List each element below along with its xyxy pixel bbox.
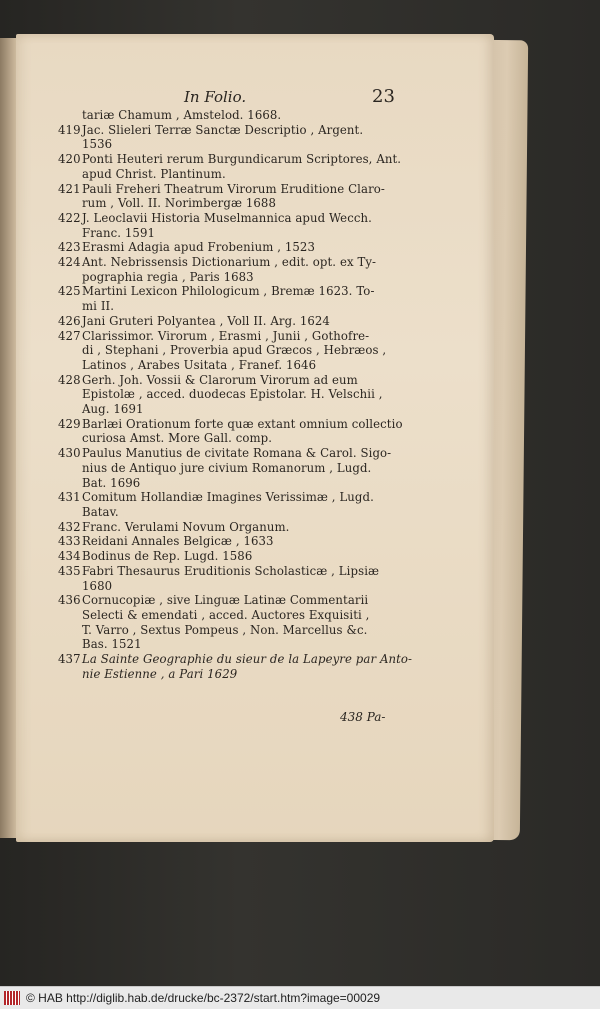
entry-line: 1536 [82, 137, 113, 152]
entry-line: J. Leoclavii Historia Muselmannica apud Wecch. [82, 210, 372, 225]
catalogue-entry [58, 152, 404, 181]
entry-line: di , Stephani , Proverbia apud Græcos , Hebræos , [82, 343, 387, 358]
entry-line: nius de Antiquo jure civium Romanorum , Lugd. [82, 460, 372, 475]
entry-number: 422 [58, 210, 81, 225]
entry-text [82, 152, 404, 181]
entry-text [82, 593, 404, 652]
entry-line: Fabri Thesaurus Eruditionis Scholasticæ , Lipsiæ [82, 563, 380, 578]
entry-text [82, 652, 412, 681]
entry-line: Barlæi Orationum forte quæ extant omnium collectio [82, 416, 403, 431]
entry-line: Latinos , Arabes Usitata , Franef. 1646 [82, 357, 317, 372]
catchword: 438 Pa- [340, 710, 386, 724]
catalogue-entry [58, 373, 404, 417]
entry-text [82, 108, 404, 123]
entry-text [82, 284, 404, 313]
entry-line: Reidani Annales Belgicæ , 1633 [82, 534, 274, 549]
entry-line: Gerh. Joh. Vossii & Clarorum Virorum ad eum [82, 372, 358, 387]
entry-number: 420 [58, 152, 81, 167]
entry-text [82, 446, 404, 490]
entry-text [82, 123, 404, 152]
catalogue-entry [58, 549, 404, 564]
entry-line: Cornucopiæ , sive Linguæ Latinæ Commentarii [82, 593, 369, 608]
entry-text [82, 373, 404, 417]
entry-line: Batav. [82, 504, 119, 519]
entry-text [82, 329, 404, 373]
entry-line: Franc. 1591 [82, 225, 156, 240]
catalogue-entry [58, 211, 404, 240]
entry-number: 429 [58, 416, 81, 431]
catalogue-entry [58, 520, 404, 535]
entry-line: apud Christ. Plantinum. [82, 166, 226, 181]
catalogue-entry [58, 329, 404, 373]
catalogue-entry [58, 284, 404, 313]
entry-text [82, 564, 404, 593]
catalogue-entry [58, 652, 413, 681]
catalogue-entry [58, 314, 404, 329]
entry-line: Selecti & emendati , acced. Auctores Exquisiti , [82, 607, 370, 622]
entry-text [82, 255, 404, 284]
entry-text [82, 240, 404, 255]
page-number: 23 [372, 86, 395, 107]
entry-number: 427 [58, 328, 81, 343]
entry-text [82, 549, 404, 564]
entry-line: Clarissimor. Virorum , Erasmi , Junii , Gothofre- [82, 328, 370, 343]
entry-number: 419 [58, 122, 81, 137]
entry-number: 432 [58, 519, 81, 534]
book-page [16, 34, 494, 842]
entry-line: Erasmi Adagia apud Frobenium , 1523 [82, 240, 315, 255]
running-head: In Folio. [184, 88, 247, 106]
entry-number [58, 108, 82, 123]
entry-line: curiosa Amst. More Gall. comp. [82, 431, 273, 446]
entry-number: 431 [58, 490, 81, 505]
entry-line: Ponti Heuteri rerum Burgundicarum Scriptores, Ant. [82, 152, 402, 167]
entry-text [82, 314, 404, 329]
entry-number: 435 [58, 563, 81, 578]
entry-line: Epistolæ , acced. duodecas Epistolar. H. Velschii , [82, 387, 383, 402]
catalogue-entry [58, 593, 404, 652]
entry-number: 437 [58, 652, 81, 667]
entry-line: T. Varro , Sextus Pompeus , Non. Marcellus &c. [82, 622, 368, 637]
page-text [16, 34, 494, 842]
entry-line: Jani Gruteri Polyantea , Voll II. Arg. 1624 [82, 313, 330, 328]
entry-number: 424 [58, 255, 81, 270]
footer-credit[interactable]: © HAB http://diglib.hab.de/drucke/bc-2372/start.htm?image=00029 [26, 991, 381, 1005]
entry-line: Jac. Slieleri Terræ Sanctæ Descriptio , Argent. [82, 122, 364, 137]
entry-number: 434 [58, 549, 81, 564]
entry-line: Bas. 1521 [82, 637, 142, 652]
catalogue-entry [58, 182, 404, 211]
entry-line: nie Estienne , a Pari 1629 [82, 666, 238, 681]
catalogue-entry [58, 417, 404, 446]
catalogue-entry [58, 240, 404, 255]
entry-number: 421 [58, 181, 81, 196]
entry-text [82, 520, 404, 535]
entry-number: 426 [58, 313, 81, 328]
entry-line: Bat. 1696 [82, 475, 141, 490]
entry-line: La Sainte Geographie du sieur de la Lapeyre par Anto- [82, 652, 413, 667]
entry-text [82, 490, 404, 519]
catalogue-entry [58, 123, 404, 152]
entry-text [82, 211, 404, 240]
catalogue-entries [58, 108, 413, 681]
entry-line: Comitum Hollandiæ Imagines Verissimæ , Lugd. [82, 490, 374, 505]
hab-logo-icon [4, 991, 20, 1005]
entry-number: 430 [58, 446, 81, 461]
footer-bar [0, 986, 600, 1009]
entry-number: 428 [58, 372, 81, 387]
entry-line: Martini Lexicon Philologicum , Bremæ 1623. To- [82, 284, 375, 299]
entry-number: 423 [58, 240, 81, 255]
catalogue-entry [58, 446, 404, 490]
entry-number: 433 [58, 534, 81, 549]
entry-number: 425 [58, 284, 81, 299]
catalogue-entry [58, 490, 404, 519]
catalogue-entry [58, 255, 404, 284]
entry-line: Aug. 1691 [82, 402, 144, 417]
entry-line: Franc. Verulami Novum Organum. [82, 519, 290, 534]
entry-line: 1680 [82, 578, 113, 593]
entry-text [82, 182, 404, 211]
entry-line: Ant. Nebrissensis Dictionarium , edit. opt. ex Ty- [82, 255, 377, 270]
entry-text [82, 534, 404, 549]
entry-line: rum , Voll. II. Norimbergæ 1688 [82, 196, 276, 211]
entry-number: 436 [58, 593, 81, 608]
entry-line: tariæ Chamum , Amstelod. 1668. [82, 108, 282, 122]
catalogue-entry [58, 534, 404, 549]
entry-line: mi II. [82, 299, 115, 314]
entry-line: Pauli Freheri Theatrum Virorum Eruditione Claro- [82, 181, 385, 196]
catalogue-entry [58, 108, 404, 123]
entry-line: Bodinus de Rep. Lugd. 1586 [82, 549, 253, 564]
entry-line: pographia regia , Paris 1683 [82, 269, 254, 284]
entry-text [82, 417, 404, 446]
entry-line: Paulus Manutius de civitate Romana & Carol. Sigo- [82, 446, 392, 461]
catalogue-entry [58, 564, 404, 593]
